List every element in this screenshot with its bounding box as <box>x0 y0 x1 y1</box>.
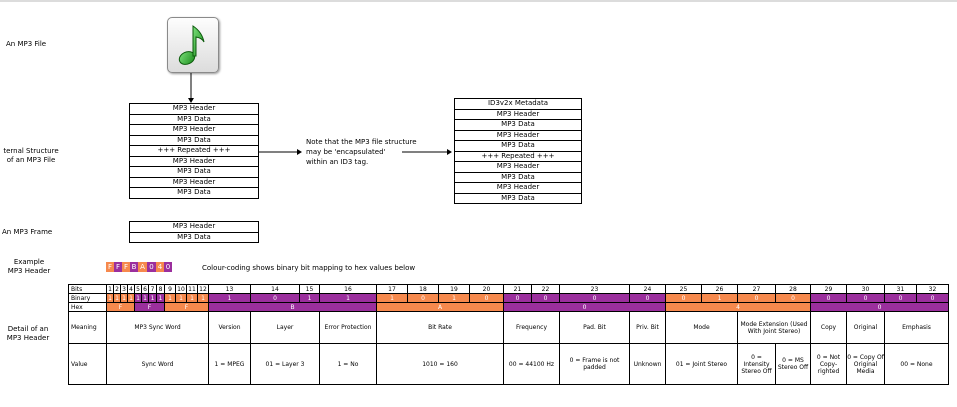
stack-row: MP3 Data <box>130 167 258 178</box>
stack-row: MP3 Data <box>130 136 258 147</box>
colour-coding-caption: Colour-coding shows binary bit mapping to hex values below <box>202 264 416 272</box>
binary-bit: 0 <box>917 294 949 303</box>
binary-bit: 1 <box>108 294 112 302</box>
meaning-sync-word: MP3 Sync Word <box>107 312 209 344</box>
stack-row: MP3 Header <box>130 178 258 189</box>
meaning-mode: Mode <box>666 312 738 344</box>
binary-bit: 1 <box>115 294 119 302</box>
value-error-protection: 1 = No <box>320 344 377 385</box>
bit-number: 5 <box>136 285 140 293</box>
hex-chip: 0 <box>147 262 156 272</box>
binary-bit: 1 <box>149 294 157 303</box>
hex-chip: B <box>131 263 137 271</box>
binary-bit: 0 <box>408 294 439 303</box>
bit-number: 14 <box>251 285 300 294</box>
binary-bit: 1 <box>187 294 198 303</box>
value-emphasis: 00 = None <box>885 344 949 385</box>
row-label-bits: Bits <box>69 285 107 294</box>
mp3-structure-stack <box>129 103 259 199</box>
binary-bit: 0 <box>738 294 776 303</box>
meaning-copy: Copy <box>811 312 847 344</box>
value-ms-stereo: 0 = MS Stereo Off <box>776 344 811 385</box>
stack-row: MP3 Header <box>130 157 258 168</box>
stack-row: MP3 Data <box>455 120 581 131</box>
value-mode: 01 = Joint Stereo <box>666 344 738 385</box>
hex-chip: 4 <box>157 263 163 271</box>
bit-number: 4 <box>129 285 133 293</box>
binary-bit: 0 <box>504 294 532 303</box>
meaning-bit-rate: Bit Rate <box>377 312 504 344</box>
bit-number: 21 <box>504 285 532 294</box>
stack-row: MP3 Data <box>455 173 581 184</box>
bit-number: 8 <box>157 285 165 294</box>
stack-row: +++ Repeated +++ <box>130 146 258 157</box>
value-version: 1 = MPEG <box>209 344 251 385</box>
meaning-error-protection: Error Protection <box>320 312 377 344</box>
stack-row: MP3 Header <box>130 125 258 136</box>
meaning-original: Original <box>847 312 885 344</box>
value-layer: 01 = Layer 3 <box>251 344 320 385</box>
bit-number: 6 <box>143 285 147 293</box>
binary-bit: 0 <box>847 294 885 303</box>
mp3-header-table <box>68 284 949 385</box>
hex-chip: A <box>138 262 147 272</box>
bit-number: 25 <box>666 285 702 294</box>
binary-bit: 1 <box>165 294 176 303</box>
stack-row: MP3 Header <box>130 104 258 115</box>
meaning-emphasis: Emphasis <box>885 312 949 344</box>
hex-chip: F <box>115 263 121 271</box>
bit-number: 7 <box>149 285 157 294</box>
hex-value: 4 <box>666 303 811 312</box>
hex-value: F <box>135 303 165 312</box>
bit-number: 13 <box>209 285 251 294</box>
binary-bit: 0 <box>532 294 560 303</box>
bit-number: 26 <box>702 285 738 294</box>
stack-row: MP3 Header <box>130 222 258 233</box>
label-detail: Detail of an MP3 Header <box>6 325 50 342</box>
binary-bit: 1 <box>143 294 147 302</box>
binary-bit: 0 <box>470 294 504 303</box>
stack-row: MP3 Data <box>130 115 258 126</box>
value-bit-rate: 1010 = 160 <box>377 344 504 385</box>
label-mp3-frame: An MP3 Frame <box>2 228 53 236</box>
stack-row: MP3 Header <box>455 162 581 173</box>
bit-number: 18 <box>408 285 439 294</box>
label-example: Example MP3 Header <box>7 258 51 275</box>
binary-bit: 0 <box>251 294 300 303</box>
meaning-layer: Layer <box>251 312 320 344</box>
bit-number: 10 <box>177 285 185 293</box>
row-label-binary: Binary <box>69 294 107 303</box>
bit-number: 1 <box>108 285 112 293</box>
bit-number: 29 <box>811 285 847 294</box>
stack-row: MP3 Header <box>455 131 581 142</box>
value-sync-word: Sync Word <box>107 344 209 385</box>
stack-row: MP3 Data <box>455 194 581 205</box>
bit-number: 3 <box>122 285 126 293</box>
meaning-mode-extension: Mode Extension (Used With Joint Stereo) <box>738 312 811 344</box>
hex-value: A <box>377 303 504 312</box>
stack-row: MP3 Data <box>455 141 581 152</box>
hex-chip: 0 <box>165 263 171 271</box>
label-internal-structure: ternal Structure of an MP3 File <box>3 147 59 164</box>
meaning-version: Version <box>209 312 251 344</box>
binary-bit: 0 <box>560 294 630 303</box>
row-label-meaning: Meaning <box>69 312 107 344</box>
value-original: 0 = Copy Of Original Media <box>847 344 885 385</box>
hex-value: F <box>165 303 209 312</box>
hex-value: 0 <box>504 303 666 312</box>
bit-number: 9 <box>165 285 176 294</box>
value-pad-bit: 0 = Frame is not padded <box>560 344 630 385</box>
stack-row: MP3 Data <box>130 233 258 244</box>
bit-number: 15 <box>300 285 320 294</box>
mp3-frame-stack <box>129 221 259 243</box>
meaning-priv-bit: Priv. Bit <box>630 312 666 344</box>
bit-number: 32 <box>917 285 949 294</box>
bit-number: 28 <box>776 285 811 294</box>
bit-number: 30 <box>847 285 885 294</box>
value-copy: 0 = Not Copy-righted <box>811 344 847 385</box>
bit-number: 11 <box>188 285 196 293</box>
meaning-frequency: Frequency <box>504 312 560 344</box>
binary-bit: 1 <box>157 294 165 303</box>
binary-bit: 0 <box>666 294 702 303</box>
bit-number: 17 <box>377 285 408 294</box>
hex-chip: F <box>107 263 113 271</box>
stack-row: MP3 Header <box>455 110 581 121</box>
value-frequency: 00 = 44100 Hz <box>504 344 560 385</box>
id3-structure-stack <box>454 98 582 204</box>
meaning-pad-bit: Pad. Bit <box>560 312 630 344</box>
binary-bit: 1 <box>439 294 470 303</box>
binary-bit: 0 <box>776 294 811 303</box>
stack-row: MP3 Header <box>455 183 581 194</box>
bit-number: 22 <box>532 285 560 294</box>
binary-bit: 1 <box>377 294 408 303</box>
bit-number: 12 <box>199 285 207 293</box>
binary-bit: 0 <box>811 294 847 303</box>
label-mp3-file: An MP3 File <box>6 40 47 48</box>
bit-number: 16 <box>320 285 377 294</box>
bit-number: 31 <box>885 285 917 294</box>
encapsulation-note: Note that the MP3 file structure may be 'encapsulated' within an ID3 tag. <box>306 138 417 166</box>
hex-value: B <box>209 303 377 312</box>
value-intensity-stereo: 0 = Intensity Stereo Off <box>738 344 776 385</box>
binary-bit: 1 <box>198 294 209 303</box>
hex-chip: F <box>123 263 129 271</box>
binary-bit: 1 <box>122 294 126 302</box>
hex-value: F <box>107 303 135 312</box>
binary-bit: 1 <box>209 294 251 303</box>
stack-row: ID3v2x Metadata <box>455 99 581 110</box>
binary-bit: 1 <box>320 294 377 303</box>
bit-number: 24 <box>630 285 666 294</box>
binary-bit: 1 <box>702 294 738 303</box>
binary-bit: 0 <box>885 294 917 303</box>
bit-number: 27 <box>738 285 776 294</box>
stack-row: MP3 Data <box>130 188 258 199</box>
example-hex <box>106 262 172 272</box>
binary-bit: 1 <box>136 294 140 302</box>
row-label-value: Value <box>69 344 107 385</box>
bit-number: 19 <box>439 285 470 294</box>
binary-bit: 0 <box>630 294 666 303</box>
binary-bit: 1 <box>176 294 187 303</box>
hex-value: 0 <box>811 303 949 312</box>
binary-bit: 1 <box>129 294 133 302</box>
bit-number: 23 <box>560 285 630 294</box>
row-label-hex: Hex <box>69 303 107 312</box>
stack-row: +++ Repeated +++ <box>455 152 581 163</box>
bit-number: 2 <box>115 285 119 293</box>
bit-number: 20 <box>470 285 504 294</box>
value-priv-bit: Unknown <box>630 344 666 385</box>
binary-bit: 1 <box>300 294 320 303</box>
